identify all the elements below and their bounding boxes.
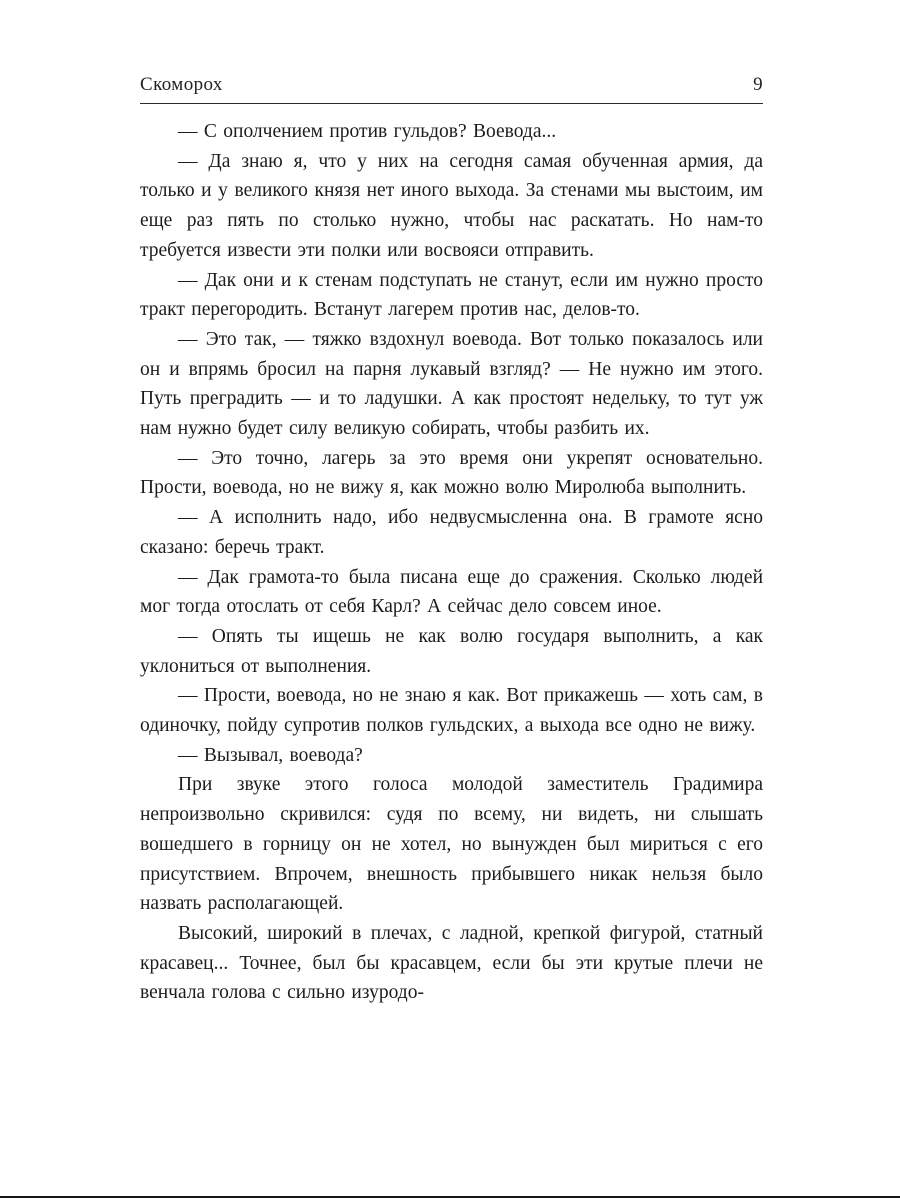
paragraph: — Это точно, лагерь за это время они укрепят основательно. Прости, воевода, но не вижу я, как можно волю Миролюба выполнить.: [140, 447, 763, 499]
paragraph: — Прости, воевода, но не знаю я как. Вот прикажешь — хоть сам, в одиночку, пойду супротив полков гульдских, а выхода все одно не вижу.: [140, 685, 763, 737]
bottom-edge-line: [0, 1196, 900, 1198]
running-title: Скоморох: [140, 74, 223, 95]
header-rule: [140, 103, 763, 104]
page-header: [140, 74, 763, 103]
paragraph: — Это так, — тяжко вздохнул воевода. Вот только показалось или он и впрямь бросил на парня лукавый взгляд? — Не нужно им этого. Путь преградить — и то ладушки. А как простоят недельку, то тут уж нам нужно будет силу великую собирать, чтобы разбить их.: [140, 328, 763, 440]
paragraph: — Дак грамота-то была писана еще до сражения. Сколько людей мог тогда отослать от себя Карл? А сейчас дело совсем иное.: [140, 566, 763, 618]
paragraph: Высокий, широкий в плечах, с ладной, крепкой фигурой, статный красавец... Точнее, был бы красавцем, если бы эти крутые плечи не венчала голова с сильно изуродо-: [140, 922, 763, 1004]
paragraph: — Дак они и к стенам подступать не станут, если им нужно просто тракт перегородить. Встанут лагерем против нас, делов-то.: [140, 269, 763, 321]
paragraph: — Опять ты ищешь не как волю государя выполнить, а как уклониться от выполнения.: [140, 625, 763, 677]
paragraph: — А исполнить надо, ибо недвусмысленна она. В грамоте ясно сказано: беречь тракт.: [140, 507, 763, 558]
body-text: [140, 117, 763, 1008]
paragraph: При звуке этого голоса молодой заместитель Градимира непроизвольно скривился: судя по всему, ни видеть, ни слышать вошедшего в горницу он не хотел, но вынужден был мириться с его присутствием. Впрочем, внешность прибывшего никак нельзя было назвать располагающей.: [140, 774, 763, 915]
paragraph: — С ополчением против гульдов? Воевода...: [178, 121, 557, 142]
paragraph: — Да знаю я, что у них на сегодня самая обученная армия, да только и у великого князя нет иного выхода. За стенами мы выстоим, им еще раз пять по столько нужно, чтобы нас раскатать. Но нам-то требуется извести эти полки или восвояси отправить.: [140, 150, 763, 261]
paragraph: — Вызывал, воевода?: [178, 744, 363, 766]
page-number: 9: [753, 74, 763, 95]
